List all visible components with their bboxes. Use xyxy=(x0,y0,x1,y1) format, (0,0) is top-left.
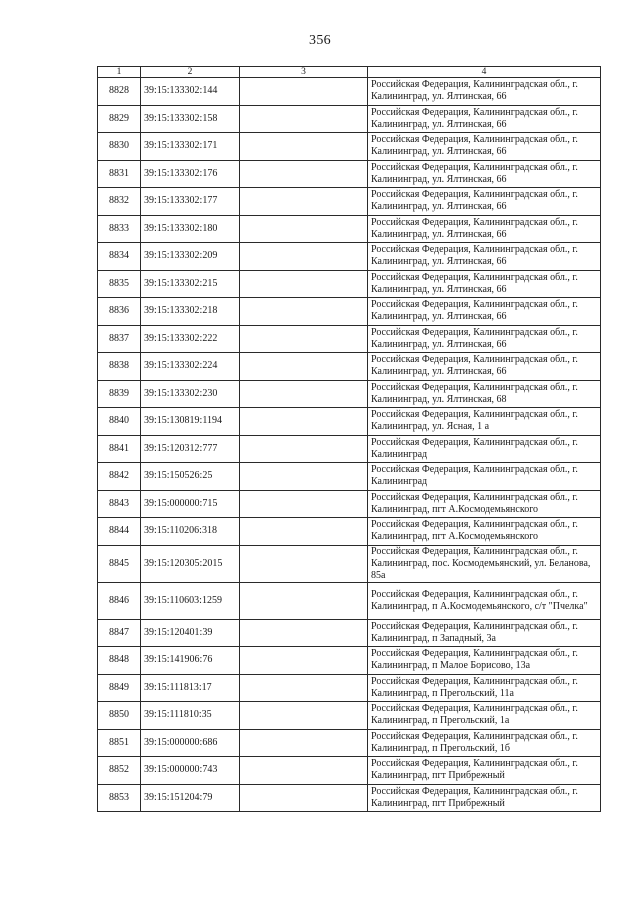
cadastral-number-cell: 39:15:000000:715 xyxy=(141,490,240,518)
column-3-cell xyxy=(240,298,368,326)
table-row xyxy=(98,463,601,491)
table-row xyxy=(98,582,601,619)
row-number-cell: 8843 xyxy=(98,490,141,518)
address-cell: Российская Федерация, Калининградская обл., г. Калининград, ул. Ялтинская, 66 xyxy=(368,270,601,298)
cadastral-number-cell: 39:15:110603:1259 xyxy=(141,582,240,619)
row-number-cell: 8853 xyxy=(98,784,141,812)
column-3-cell xyxy=(240,490,368,518)
row-number-cell: 8851 xyxy=(98,729,141,757)
registry-table xyxy=(97,66,601,812)
table-row xyxy=(98,490,601,518)
cadastral-number-cell: 39:15:133302:144 xyxy=(141,78,240,106)
cadastral-number-cell: 39:15:110206:318 xyxy=(141,518,240,546)
row-number-cell: 8832 xyxy=(98,188,141,216)
column-3-cell xyxy=(240,105,368,133)
column-3-cell xyxy=(240,353,368,381)
row-number-cell: 8852 xyxy=(98,757,141,785)
column-3-cell xyxy=(240,784,368,812)
address-cell: Российская Федерация, Калининградская обл., г. Калининград, пгт Прибрежный xyxy=(368,757,601,785)
table-row xyxy=(98,757,601,785)
row-number-cell: 8844 xyxy=(98,518,141,546)
table-row xyxy=(98,243,601,271)
header-row xyxy=(98,67,601,78)
address-cell: Российская Федерация, Калининградская обл., г. Калининград, п А.Космодемьянского, с/т "Пчелка" xyxy=(368,582,601,619)
table-row xyxy=(98,619,601,647)
column-3-cell xyxy=(240,215,368,243)
column-3-cell xyxy=(240,729,368,757)
column-3-cell xyxy=(240,408,368,436)
cadastral-number-cell: 39:15:120305:2015 xyxy=(141,545,240,582)
address-cell: Российская Федерация, Калининградская обл., г. Калининград, ул. Ялтинская, 66 xyxy=(368,325,601,353)
table-row xyxy=(98,78,601,106)
address-cell: Российская Федерация, Калининградская обл., г. Калининград, пос. Космодемьянский, ул. Беланова, 85а xyxy=(368,545,601,582)
cadastral-number-cell: 39:15:133302:230 xyxy=(141,380,240,408)
address-cell: Российская Федерация, Калининградская обл., г. Калининград, п Прегольский, 11а xyxy=(368,674,601,702)
table-row xyxy=(98,435,601,463)
column-header-3: 3 xyxy=(240,67,368,78)
cadastral-number-cell: 39:15:151204:79 xyxy=(141,784,240,812)
address-cell: Российская Федерация, Калининградская обл., г. Калининград, пгт А.Космодемьянского xyxy=(368,518,601,546)
address-cell: Российская Федерация, Калининградская обл., г. Калининград, ул. Ялтинская, 66 xyxy=(368,78,601,106)
column-3-cell xyxy=(240,325,368,353)
table-row xyxy=(98,702,601,730)
cadastral-number-cell: 39:15:133302:180 xyxy=(141,215,240,243)
table-row xyxy=(98,105,601,133)
address-cell: Российская Федерация, Калининградская обл., г. Калининград, ул. Ялтинская, 66 xyxy=(368,353,601,381)
cadastral-number-cell: 39:15:133302:158 xyxy=(141,105,240,133)
cadastral-number-cell: 39:15:150526:25 xyxy=(141,463,240,491)
table-row xyxy=(98,298,601,326)
cadastral-number-cell: 39:15:120312:777 xyxy=(141,435,240,463)
cadastral-number-cell: 39:15:133302:222 xyxy=(141,325,240,353)
column-3-cell xyxy=(240,647,368,675)
column-3-cell xyxy=(240,270,368,298)
cadastral-number-cell: 39:15:000000:743 xyxy=(141,757,240,785)
table-row xyxy=(98,188,601,216)
address-cell: Российская Федерация, Калининградская обл., г. Калининград, ул. Ялтинская, 66 xyxy=(368,215,601,243)
cadastral-number-cell: 39:15:133302:218 xyxy=(141,298,240,326)
table-row xyxy=(98,518,601,546)
address-cell: Российская Федерация, Калининградская обл., г. Калининград, пгт Прибрежный xyxy=(368,784,601,812)
cadastral-number-cell: 39:15:130819:1194 xyxy=(141,408,240,436)
cadastral-number-cell: 39:15:120401:39 xyxy=(141,619,240,647)
row-number-cell: 8830 xyxy=(98,133,141,161)
address-cell: Российская Федерация, Калининградская обл., г. Калининград, пгт А.Космодемьянского xyxy=(368,490,601,518)
column-3-cell xyxy=(240,133,368,161)
row-number-cell: 8838 xyxy=(98,353,141,381)
column-3-cell xyxy=(240,188,368,216)
address-cell: Российская Федерация, Калининградская обл., г. Калининград, ул. Ялтинская, 66 xyxy=(368,133,601,161)
cadastral-number-cell: 39:15:000000:686 xyxy=(141,729,240,757)
row-number-cell: 8831 xyxy=(98,160,141,188)
row-number-cell: 8842 xyxy=(98,463,141,491)
table-body xyxy=(98,78,601,812)
row-number-cell: 8849 xyxy=(98,674,141,702)
table-row xyxy=(98,380,601,408)
column-3-cell xyxy=(240,518,368,546)
row-number-cell: 8847 xyxy=(98,619,141,647)
column-header-1: 1 xyxy=(98,67,141,78)
row-number-cell: 8846 xyxy=(98,582,141,619)
column-3-cell xyxy=(240,160,368,188)
row-number-cell: 8835 xyxy=(98,270,141,298)
row-number-cell: 8840 xyxy=(98,408,141,436)
column-3-cell xyxy=(240,582,368,619)
cadastral-number-cell: 39:15:133302:176 xyxy=(141,160,240,188)
table-row xyxy=(98,545,601,582)
column-3-cell xyxy=(240,463,368,491)
address-cell: Российская Федерация, Калининградская обл., г. Калининград, ул. Ялтинская, 66 xyxy=(368,188,601,216)
address-cell: Российская Федерация, Калининградская обл., г. Калининград xyxy=(368,435,601,463)
address-cell: Российская Федерация, Калининградская обл., г. Калининград, п Прегольский, 1б xyxy=(368,729,601,757)
table-row xyxy=(98,325,601,353)
cadastral-number-cell: 39:15:133302:171 xyxy=(141,133,240,161)
column-3-cell xyxy=(240,757,368,785)
row-number-cell: 8848 xyxy=(98,647,141,675)
row-number-cell: 8837 xyxy=(98,325,141,353)
row-number-cell: 8850 xyxy=(98,702,141,730)
row-number-cell: 8836 xyxy=(98,298,141,326)
address-cell: Российская Федерация, Калининградская обл., г. Калининград, п Малое Борисово, 13а xyxy=(368,647,601,675)
table-row xyxy=(98,353,601,381)
column-3-cell xyxy=(240,674,368,702)
address-cell: Российская Федерация, Калининградская обл., г. Калининград, ул. Ялтинская, 66 xyxy=(368,243,601,271)
row-number-cell: 8829 xyxy=(98,105,141,133)
address-cell: Российская Федерация, Калининградская обл., г. Калининград, ул. Ялтинская, 66 xyxy=(368,105,601,133)
column-3-cell xyxy=(240,380,368,408)
column-3-cell xyxy=(240,243,368,271)
row-number-cell: 8845 xyxy=(98,545,141,582)
address-cell: Российская Федерация, Калининградская обл., г. Калининград, ул. Ясная, 1 а xyxy=(368,408,601,436)
table-row xyxy=(98,674,601,702)
column-header-2: 2 xyxy=(141,67,240,78)
row-number-cell: 8834 xyxy=(98,243,141,271)
address-cell: Российская Федерация, Калининградская обл., г. Калининград, ул. Ялтинская, 66 xyxy=(368,298,601,326)
table-row xyxy=(98,784,601,812)
cadastral-number-cell: 39:15:133302:224 xyxy=(141,353,240,381)
table-row xyxy=(98,133,601,161)
cadastral-number-cell: 39:15:111810:35 xyxy=(141,702,240,730)
table-row xyxy=(98,408,601,436)
page-number: 356 xyxy=(309,33,331,48)
cadastral-number-cell: 39:15:133302:209 xyxy=(141,243,240,271)
address-cell: Российская Федерация, Калининградская обл., г. Калининград, ул. Ялтинская, 68 xyxy=(368,380,601,408)
row-number-cell: 8841 xyxy=(98,435,141,463)
row-number-cell: 8828 xyxy=(98,78,141,106)
cadastral-number-cell: 39:15:141906:76 xyxy=(141,647,240,675)
row-number-cell: 8833 xyxy=(98,215,141,243)
cadastral-number-cell: 39:15:111813:17 xyxy=(141,674,240,702)
column-3-cell xyxy=(240,619,368,647)
row-number-cell: 8839 xyxy=(98,380,141,408)
column-3-cell xyxy=(240,435,368,463)
address-cell: Российская Федерация, Калининградская обл., г. Калининград, п Западный, 3а xyxy=(368,619,601,647)
table-row xyxy=(98,215,601,243)
column-header-4: 4 xyxy=(368,67,601,78)
cadastral-number-cell: 39:15:133302:215 xyxy=(141,270,240,298)
address-cell: Российская Федерация, Калининградская обл., г. Калининград xyxy=(368,463,601,491)
table-header xyxy=(98,67,601,78)
address-cell: Российская Федерация, Калининградская обл., г. Калининград, п Прегольский, 1а xyxy=(368,702,601,730)
cadastral-number-cell: 39:15:133302:177 xyxy=(141,188,240,216)
table-row xyxy=(98,270,601,298)
table-row xyxy=(98,647,601,675)
table-row xyxy=(98,160,601,188)
address-cell: Российская Федерация, Калининградская обл., г. Калининград, ул. Ялтинская, 66 xyxy=(368,160,601,188)
column-3-cell xyxy=(240,78,368,106)
column-3-cell xyxy=(240,545,368,582)
column-3-cell xyxy=(240,702,368,730)
table-row xyxy=(98,729,601,757)
